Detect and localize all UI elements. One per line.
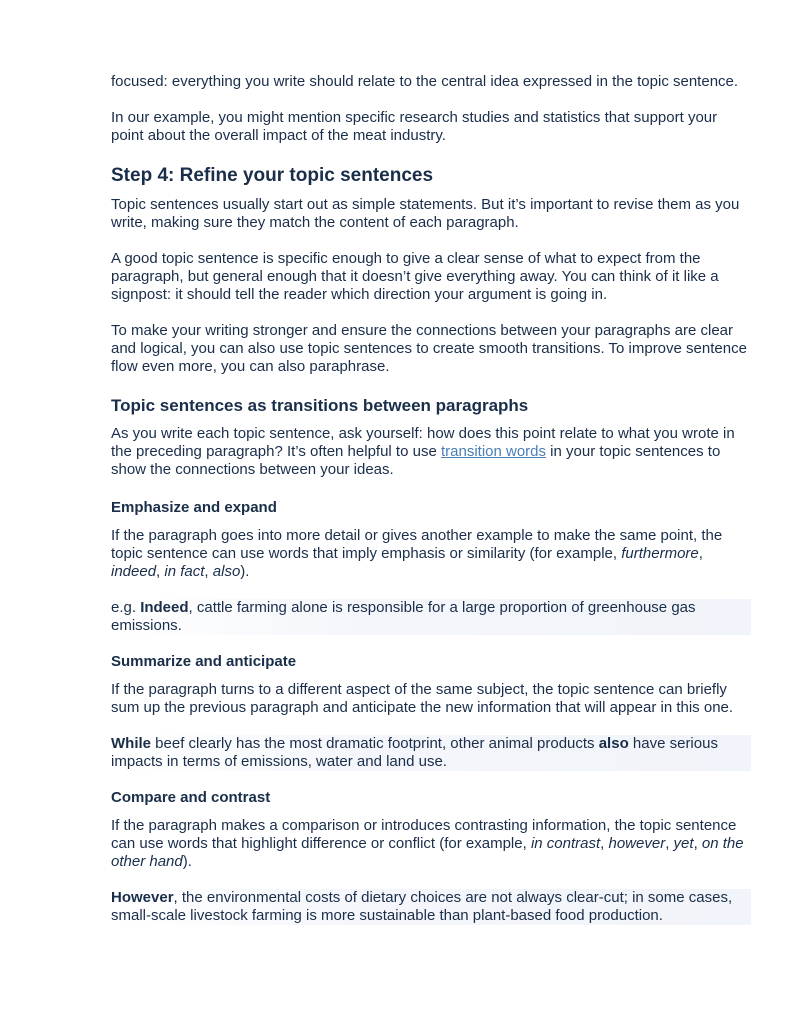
paragraph: Topic sentences usually start out as simple statements. But it’s important to revise them as you write, making sure they match the content of each paragraph. <box>111 196 740 231</box>
subsection-heading-summarize: Summarize and anticipate <box>111 653 297 670</box>
paragraph: As you write each topic sentence, ask yourself: how does this point relate to what you wrote in the preceding paragraph? It’s often helpful to use transition words in your topic sentences to show the connections between your ideas. <box>111 425 735 478</box>
example-sentence: While beef clearly has the most dramatic footprint, other animal products also have serious impacts in terms of emissions, water and land use. <box>111 735 751 771</box>
document-body <box>111 73 751 925</box>
example-sentence: However, the environmental costs of dietary choices are not always clear-cut; in some cases, small-scale livestock farming is more sustainable than plant-based food production. <box>111 889 751 925</box>
paragraph: In our example, you might mention specific research studies and statistics that support your point about the overall impact of the meat industry. <box>111 109 718 144</box>
paragraph: A good topic sentence is specific enough to give a clear sense of what to expect from the paragraph, but general enough that it doesn’t give everything away. You can think of it like a signpost: it should tell the reader which direction your argument is going in. <box>111 250 719 303</box>
subsection-heading-compare: Compare and contrast <box>111 789 271 806</box>
paragraph: If the paragraph makes a comparison or introduces contrasting information, the topic sentence can use words that highlight difference or conflict (for example, in contrast, however, yet, on the other hand). <box>111 817 744 870</box>
paragraph: If the paragraph turns to a different aspect of the same subject, the topic sentence can briefly sum up the previous paragraph and anticipate the new information that will appear in this one. <box>111 681 734 716</box>
paragraph: If the paragraph goes into more detail or gives another example to make the same point, the topic sentence can use words that imply emphasis or similarity (for example, furthermore, indeed, in fact, also). <box>111 527 723 580</box>
paragraph: To make your writing stronger and ensure the connections between your paragraphs are clear and logical, you can also use topic sentences to create smooth transitions. To improve sentence flow even more, you can also paraphrase. <box>111 322 747 375</box>
subsection-heading-emphasize: Emphasize and expand <box>111 499 277 516</box>
transition-words-link[interactable]: transition words <box>440 443 547 460</box>
example-sentence: e.g. Indeed, cattle farming alone is responsible for a large proportion of greenhouse gas emissions. <box>111 599 751 635</box>
paragraph: focused: everything you write should relate to the central idea expressed in the topic sentence. <box>111 73 739 90</box>
subsection-heading: Topic sentences as transitions between paragraphs <box>111 396 529 415</box>
section-heading: Step 4: Refine your topic sentences <box>111 165 434 186</box>
